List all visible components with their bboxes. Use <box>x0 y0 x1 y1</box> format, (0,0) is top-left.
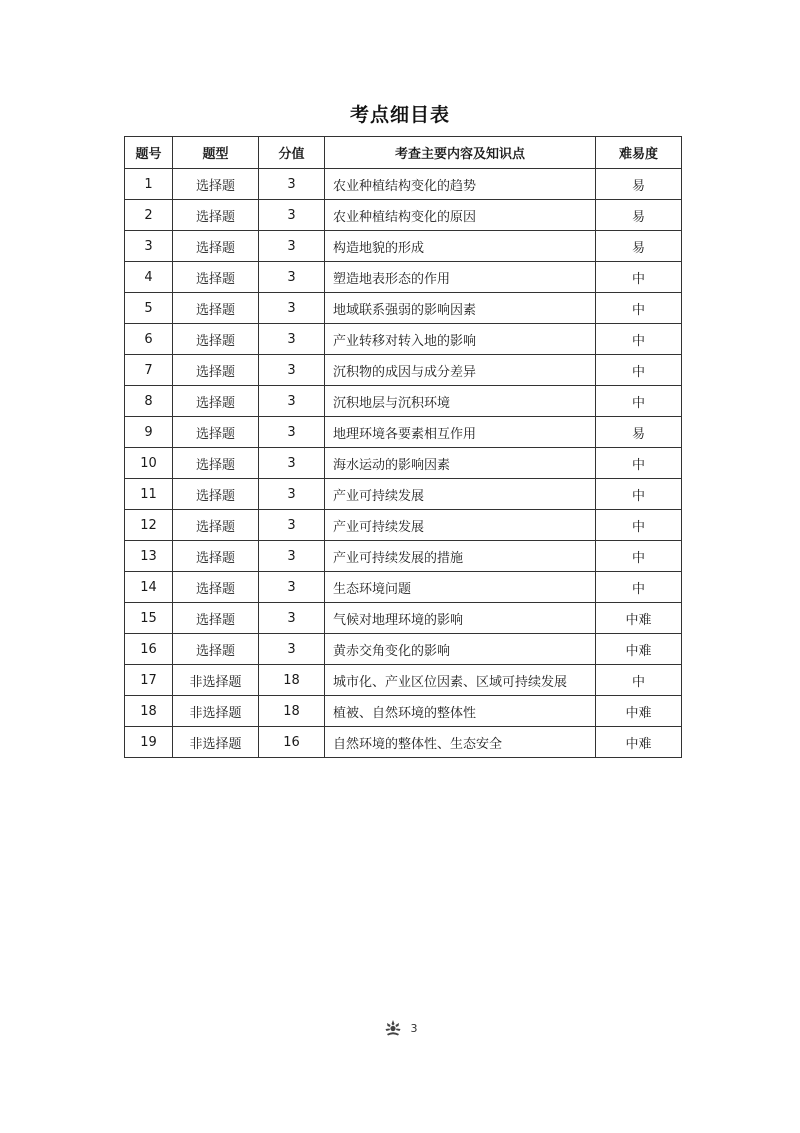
cell-question-number: 2 <box>125 200 173 231</box>
cell-question-type: 选择题 <box>173 603 259 634</box>
table-row <box>125 634 682 665</box>
cell-difficulty: 中 <box>596 572 682 603</box>
cell-difficulty: 中 <box>596 665 682 696</box>
cell-question-type: 非选择题 <box>173 696 259 727</box>
cell-score: 3 <box>259 541 325 572</box>
cell-difficulty: 中 <box>596 324 682 355</box>
cell-difficulty: 中 <box>596 355 682 386</box>
table-row <box>125 169 682 200</box>
cell-score: 3 <box>259 448 325 479</box>
cell-question-number: 1 <box>125 169 173 200</box>
cell-question-number: 11 <box>125 479 173 510</box>
cell-difficulty: 中 <box>596 386 682 417</box>
cell-question-type: 选择题 <box>173 169 259 200</box>
cell-content: 农业种植结构变化的趋势 <box>325 169 596 200</box>
cell-score: 18 <box>259 665 325 696</box>
cell-question-number: 8 <box>125 386 173 417</box>
cell-content: 沉积地层与沉积环境 <box>325 386 596 417</box>
cell-content: 城市化、产业区位因素、区域可持续发展 <box>325 665 596 696</box>
table-row <box>125 727 682 758</box>
cell-question-number: 4 <box>125 262 173 293</box>
cell-score: 3 <box>259 355 325 386</box>
cell-score: 16 <box>259 727 325 758</box>
cell-question-number: 12 <box>125 510 173 541</box>
table-row <box>125 324 682 355</box>
cell-difficulty: 中难 <box>596 603 682 634</box>
cell-difficulty: 中 <box>596 262 682 293</box>
cell-score: 3 <box>259 572 325 603</box>
cell-question-number: 6 <box>125 324 173 355</box>
cell-question-number: 15 <box>125 603 173 634</box>
table-row <box>125 541 682 572</box>
cell-question-number: 10 <box>125 448 173 479</box>
header-score: 分值 <box>259 137 325 169</box>
cell-content: 黄赤交角变化的影响 <box>325 634 596 665</box>
cell-question-type: 选择题 <box>173 541 259 572</box>
header-content: 考查主要内容及知识点 <box>325 137 596 169</box>
cell-question-type: 选择题 <box>173 200 259 231</box>
table-row <box>125 417 682 448</box>
cell-question-type: 选择题 <box>173 324 259 355</box>
cell-difficulty: 中 <box>596 448 682 479</box>
table-row <box>125 262 682 293</box>
cell-content: 塑造地表形态的作用 <box>325 262 596 293</box>
cell-content: 沉积物的成因与成分差异 <box>325 355 596 386</box>
cell-score: 3 <box>259 200 325 231</box>
cell-question-type: 选择题 <box>173 510 259 541</box>
table-row <box>125 448 682 479</box>
cell-score: 3 <box>259 293 325 324</box>
flower-logo-icon <box>383 1018 403 1038</box>
cell-content: 产业可持续发展 <box>325 510 596 541</box>
cell-question-number: 18 <box>125 696 173 727</box>
cell-content: 产业可持续发展的措施 <box>325 541 596 572</box>
cell-question-type: 非选择题 <box>173 727 259 758</box>
table-row <box>125 603 682 634</box>
table-row <box>125 293 682 324</box>
cell-difficulty: 中难 <box>596 727 682 758</box>
cell-question-type: 选择题 <box>173 262 259 293</box>
cell-question-type: 选择题 <box>173 448 259 479</box>
cell-score: 3 <box>259 324 325 355</box>
cell-question-type: 选择题 <box>173 634 259 665</box>
cell-difficulty: 中 <box>596 510 682 541</box>
cell-difficulty: 易 <box>596 417 682 448</box>
exam-spec-table <box>124 136 682 758</box>
cell-question-type: 选择题 <box>173 355 259 386</box>
cell-content: 气候对地理环境的影响 <box>325 603 596 634</box>
cell-difficulty: 中 <box>596 479 682 510</box>
page-title: 考点细目表 <box>349 104 450 126</box>
table-header-row <box>125 137 682 169</box>
cell-score: 3 <box>259 603 325 634</box>
cell-question-type: 选择题 <box>173 231 259 262</box>
cell-score: 3 <box>259 386 325 417</box>
cell-content: 生态环境问题 <box>325 572 596 603</box>
cell-difficulty: 易 <box>596 200 682 231</box>
cell-content: 地域联系强弱的影响因素 <box>325 293 596 324</box>
cell-question-number: 16 <box>125 634 173 665</box>
cell-difficulty: 中难 <box>596 696 682 727</box>
cell-content: 自然环境的整体性、生态安全 <box>325 727 596 758</box>
cell-content: 产业可持续发展 <box>325 479 596 510</box>
cell-question-number: 7 <box>125 355 173 386</box>
cell-score: 3 <box>259 417 325 448</box>
cell-question-type: 选择题 <box>173 386 259 417</box>
cell-question-type: 选择题 <box>173 293 259 324</box>
page-footer <box>0 1018 800 1038</box>
cell-content: 地理环境各要素相互作用 <box>325 417 596 448</box>
cell-question-number: 14 <box>125 572 173 603</box>
page-number: 3 <box>410 1021 418 1035</box>
cell-question-number: 17 <box>125 665 173 696</box>
cell-score: 3 <box>259 231 325 262</box>
cell-score: 3 <box>259 510 325 541</box>
table-row <box>125 665 682 696</box>
cell-content: 海水运动的影响因素 <box>325 448 596 479</box>
cell-difficulty: 易 <box>596 231 682 262</box>
cell-question-number: 5 <box>125 293 173 324</box>
table-row <box>125 386 682 417</box>
cell-question-number: 19 <box>125 727 173 758</box>
cell-difficulty: 中难 <box>596 634 682 665</box>
cell-score: 3 <box>259 634 325 665</box>
cell-question-number: 13 <box>125 541 173 572</box>
cell-question-number: 9 <box>125 417 173 448</box>
cell-content: 构造地貌的形成 <box>325 231 596 262</box>
table-body <box>125 169 682 758</box>
cell-content: 产业转移对转入地的影响 <box>325 324 596 355</box>
table-row <box>125 510 682 541</box>
cell-content: 植被、自然环境的整体性 <box>325 696 596 727</box>
table-row <box>125 200 682 231</box>
header-difficulty: 难易度 <box>596 137 682 169</box>
cell-question-type: 非选择题 <box>173 665 259 696</box>
cell-score: 3 <box>259 169 325 200</box>
cell-difficulty: 易 <box>596 169 682 200</box>
cell-difficulty: 中 <box>596 293 682 324</box>
cell-content: 农业种植结构变化的原因 <box>325 200 596 231</box>
table-row <box>125 355 682 386</box>
cell-question-number: 3 <box>125 231 173 262</box>
cell-question-type: 选择题 <box>173 479 259 510</box>
header-question-type: 题型 <box>173 137 259 169</box>
cell-question-type: 选择题 <box>173 572 259 603</box>
table-row <box>125 479 682 510</box>
cell-score: 3 <box>259 479 325 510</box>
cell-question-type: 选择题 <box>173 417 259 448</box>
cell-score: 18 <box>259 696 325 727</box>
cell-difficulty: 中 <box>596 541 682 572</box>
table-row <box>125 572 682 603</box>
header-question-number: 题号 <box>125 137 173 169</box>
table-row <box>125 231 682 262</box>
table-row <box>125 696 682 727</box>
cell-score: 3 <box>259 262 325 293</box>
